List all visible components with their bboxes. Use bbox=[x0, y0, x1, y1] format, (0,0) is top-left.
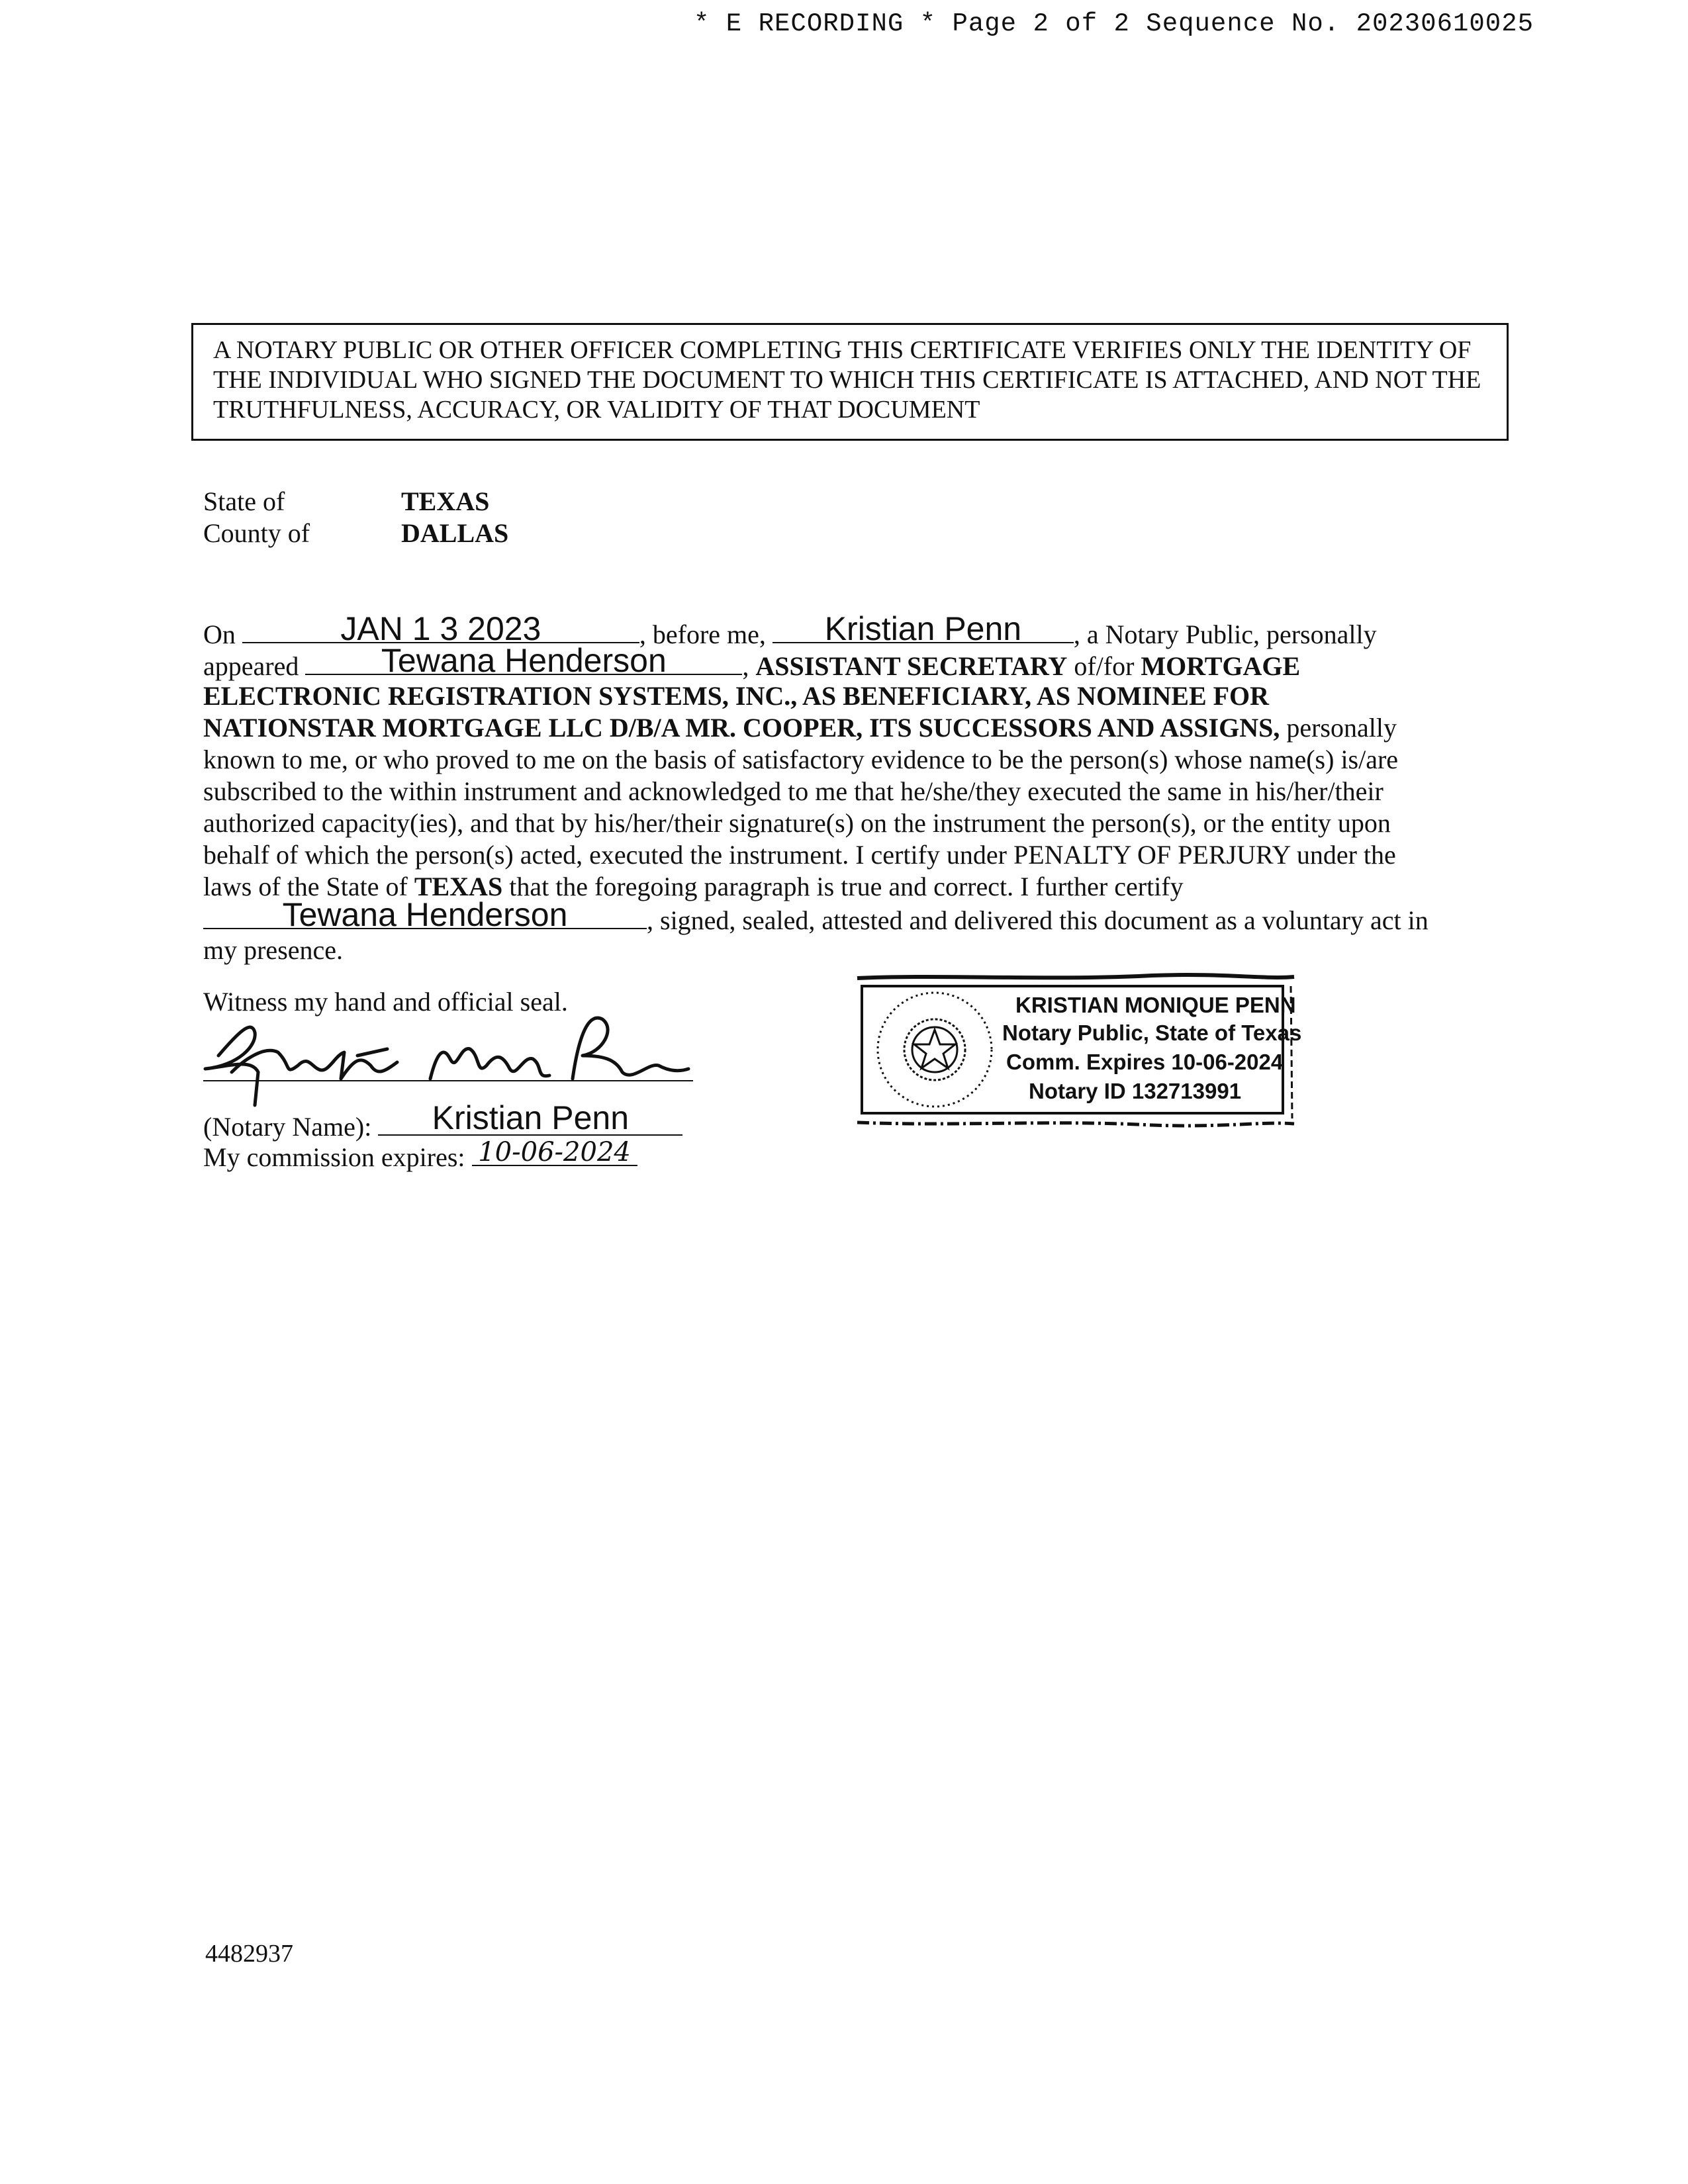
voluntary-act-text: , signed, sealed, attested and delivered this document as a voluntary act in bbox=[647, 905, 1429, 935]
paragraph-line: my presence. bbox=[203, 935, 344, 965]
disclaimer-line: TRUTHFULNESS, ACCURACY, OR VALIDITY OF THAT DOCUMENT bbox=[213, 396, 980, 424]
recording-header: * E RECORDING * Page 2 of 2 Sequence No. 20230610025 bbox=[694, 9, 1534, 38]
paragraph-line: subscribed to the within instrument and acknowledged to me that he/she/they executed the same in his/her/their bbox=[203, 776, 1383, 806]
personally-text: personally bbox=[1286, 713, 1397, 743]
signer-title: ASSISTANT SECRETARY bbox=[755, 651, 1068, 681]
county-label: County of bbox=[203, 518, 310, 548]
notary-name-handwritten: Kristian Penn bbox=[824, 610, 1022, 647]
certify-signer-handwritten: Tewana Henderson bbox=[282, 896, 568, 933]
commission-value: 10-06-2024 bbox=[478, 1137, 631, 1167]
notary-stamp bbox=[854, 973, 1302, 1132]
notary-seal-icon bbox=[868, 987, 1001, 1112]
acknowledgment-paragraph bbox=[203, 596, 1474, 966]
notary-disclaimer-text bbox=[213, 336, 1488, 425]
notary-field bbox=[773, 610, 1074, 647]
commission-label: My commission expires: bbox=[203, 1142, 465, 1172]
notary-disclaimer-box bbox=[191, 323, 1509, 441]
commission-row bbox=[203, 1137, 637, 1173]
laws-text: laws of the State of bbox=[203, 872, 408, 901]
entity-name-part1: MORTGAGE bbox=[1141, 651, 1301, 681]
comma: , bbox=[742, 651, 749, 681]
notary-name-field bbox=[378, 1099, 682, 1136]
commission-field bbox=[472, 1137, 637, 1167]
stamp-frame bbox=[861, 985, 1302, 1115]
stamp-title: Notary Public, State of Texas bbox=[1002, 1021, 1302, 1045]
county-value: DALLAS bbox=[401, 518, 509, 548]
state-label: State of bbox=[203, 486, 285, 516]
of-for-text: of/for bbox=[1074, 651, 1135, 681]
entity-name-part3: NATIONSTAR MORTGAGE LLC D/B/A MR. COOPER, ITS SUCCESSORS AND ASSIGNS, bbox=[203, 713, 1280, 743]
acknowledgment-date: JAN 1 3 2023 bbox=[340, 610, 541, 647]
stamp-expiration: Comm. Expires 10-06-2024 bbox=[1006, 1050, 1284, 1074]
certify-signer-field bbox=[203, 896, 647, 933]
laws-state: TEXAS bbox=[414, 872, 503, 901]
signer-field bbox=[305, 642, 742, 679]
paragraph-line: behalf of which the person(s) acted, executed the instrument. I certify under PENALTY OF PERJURY under the bbox=[203, 840, 1396, 870]
date-field bbox=[242, 610, 639, 647]
notary-name-label: (Notary Name): bbox=[203, 1112, 372, 1142]
notary-public-text: , a Notary Public, personally bbox=[1073, 619, 1377, 649]
paragraph-line: authorized capacity(ies), and that by his/her/their signature(s) on the instrument the person(s), or the entity upon bbox=[203, 808, 1391, 838]
entity-name-part2: ELECTRONIC REGISTRATION SYSTEMS, INC., AS BENEFICIARY, AS NOMINEE FOR bbox=[203, 681, 1270, 711]
signer-name-handwritten: Tewana Henderson bbox=[381, 642, 667, 679]
notary-signature bbox=[192, 993, 695, 1112]
paragraph-line: known to me, or who proved to me on the basis of satisfactory evidence to be the person(s) whose name(s) is/are bbox=[203, 745, 1399, 774]
on-label: On bbox=[203, 619, 236, 649]
disclaimer-line: A NOTARY PUBLIC OR OTHER OFFICER COMPLETING THIS CERTIFICATE VERIFIES ONLY THE IDENTITY OF bbox=[213, 336, 1472, 364]
before-me-text: , before me, bbox=[639, 619, 766, 649]
disclaimer-line: THE INDIVIDUAL WHO SIGNED THE DOCUMENT TO WHICH THIS CERTIFICATE IS ATTACHED, AND NOT THE bbox=[213, 366, 1481, 394]
stamp-notary-name: KRISTIAN MONIQUE PENN bbox=[1015, 993, 1296, 1017]
witness-text: Witness my hand and official seal. bbox=[203, 987, 568, 1017]
notary-name-value: Kristian Penn bbox=[432, 1099, 630, 1136]
signature-line bbox=[203, 1080, 693, 1081]
state-value: TEXAS bbox=[401, 486, 490, 516]
further-certify-text: that the foregoing paragraph is true and correct. I further certify bbox=[509, 872, 1184, 901]
stamp-notary-id: Notary ID 132713991 bbox=[1029, 1079, 1242, 1103]
appeared-label: appeared bbox=[203, 651, 299, 681]
document-number: 4482937 bbox=[205, 1940, 293, 1968]
